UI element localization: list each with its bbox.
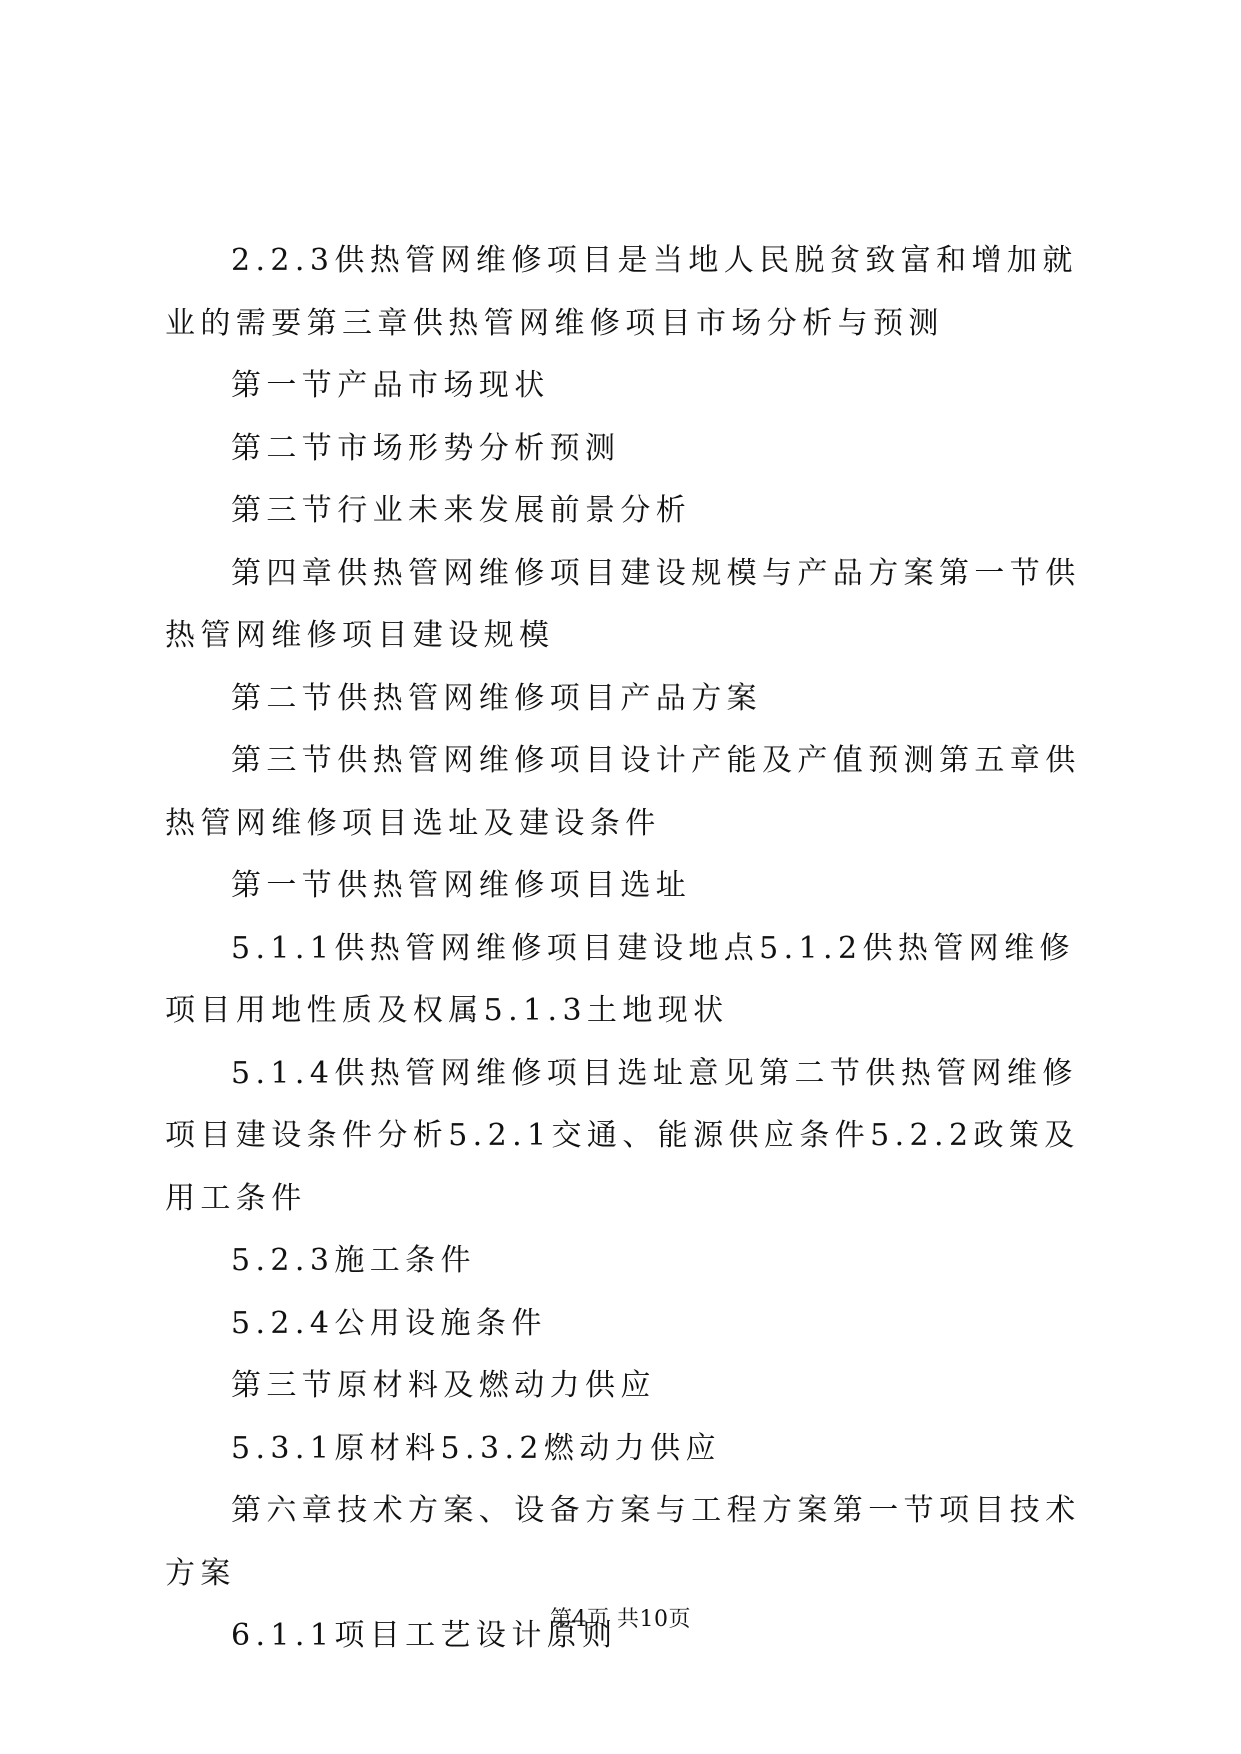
paragraph: 第三节原材料及燃动力供应 — [231, 1368, 656, 1403]
paragraph: 第三节供热管网维修项目设计产能及产值预测第五章供热管网维修项目选址及建设条件 — [165, 743, 1081, 841]
paragraph: 第六章技术方案、设备方案与工程方案第一节项目技术方案 — [165, 1493, 1081, 1591]
page-footer — [0, 1602, 1241, 1633]
paragraph: 5.2.3施工条件 — [231, 1243, 476, 1278]
paragraph: 5.3.1原材料5.3.2燃动力供应 — [231, 1430, 721, 1466]
paragraph: 第二节供热管网维修项目产品方案 — [231, 680, 762, 716]
paragraph: 5.2.4公用设施条件 — [231, 1305, 547, 1341]
paragraph: 6.1.1项目工艺设计原则 — [231, 1618, 618, 1653]
paragraph: 第一节供热管网维修项目选址 — [231, 868, 692, 903]
paragraph: 5.1.4供热管网维修项目选址意见第二节供热管网维修项目建设条件分析5.2.1交通、能源供应条件5.2.2政策及用工条件 — [165, 1055, 1080, 1216]
paragraph: 第二节市场形势分析预测 — [231, 430, 621, 466]
paragraph: 第四章供热管网维修项目建设规模与产品方案第一节供热管网维修项目建设规模 — [165, 555, 1081, 653]
paragraph: 第三节行业未来发展前景分析 — [231, 493, 692, 528]
page-number-info: 第4页 共10页 — [550, 1607, 691, 1632]
paragraph: 5.1.1供热管网维修项目建设地点5.1.2供热管网维修项目用地性质及权属5.1.3土地现状 — [165, 930, 1075, 1028]
paragraph: 第一节产品市场现状 — [231, 368, 550, 403]
document-body — [165, 230, 1085, 1668]
paragraph: 2.2.3供热管网维修项目是当地人民脱贫致富和增加就业的需要第三章供热管网维修项目市场分析与预测 — [165, 243, 1078, 341]
